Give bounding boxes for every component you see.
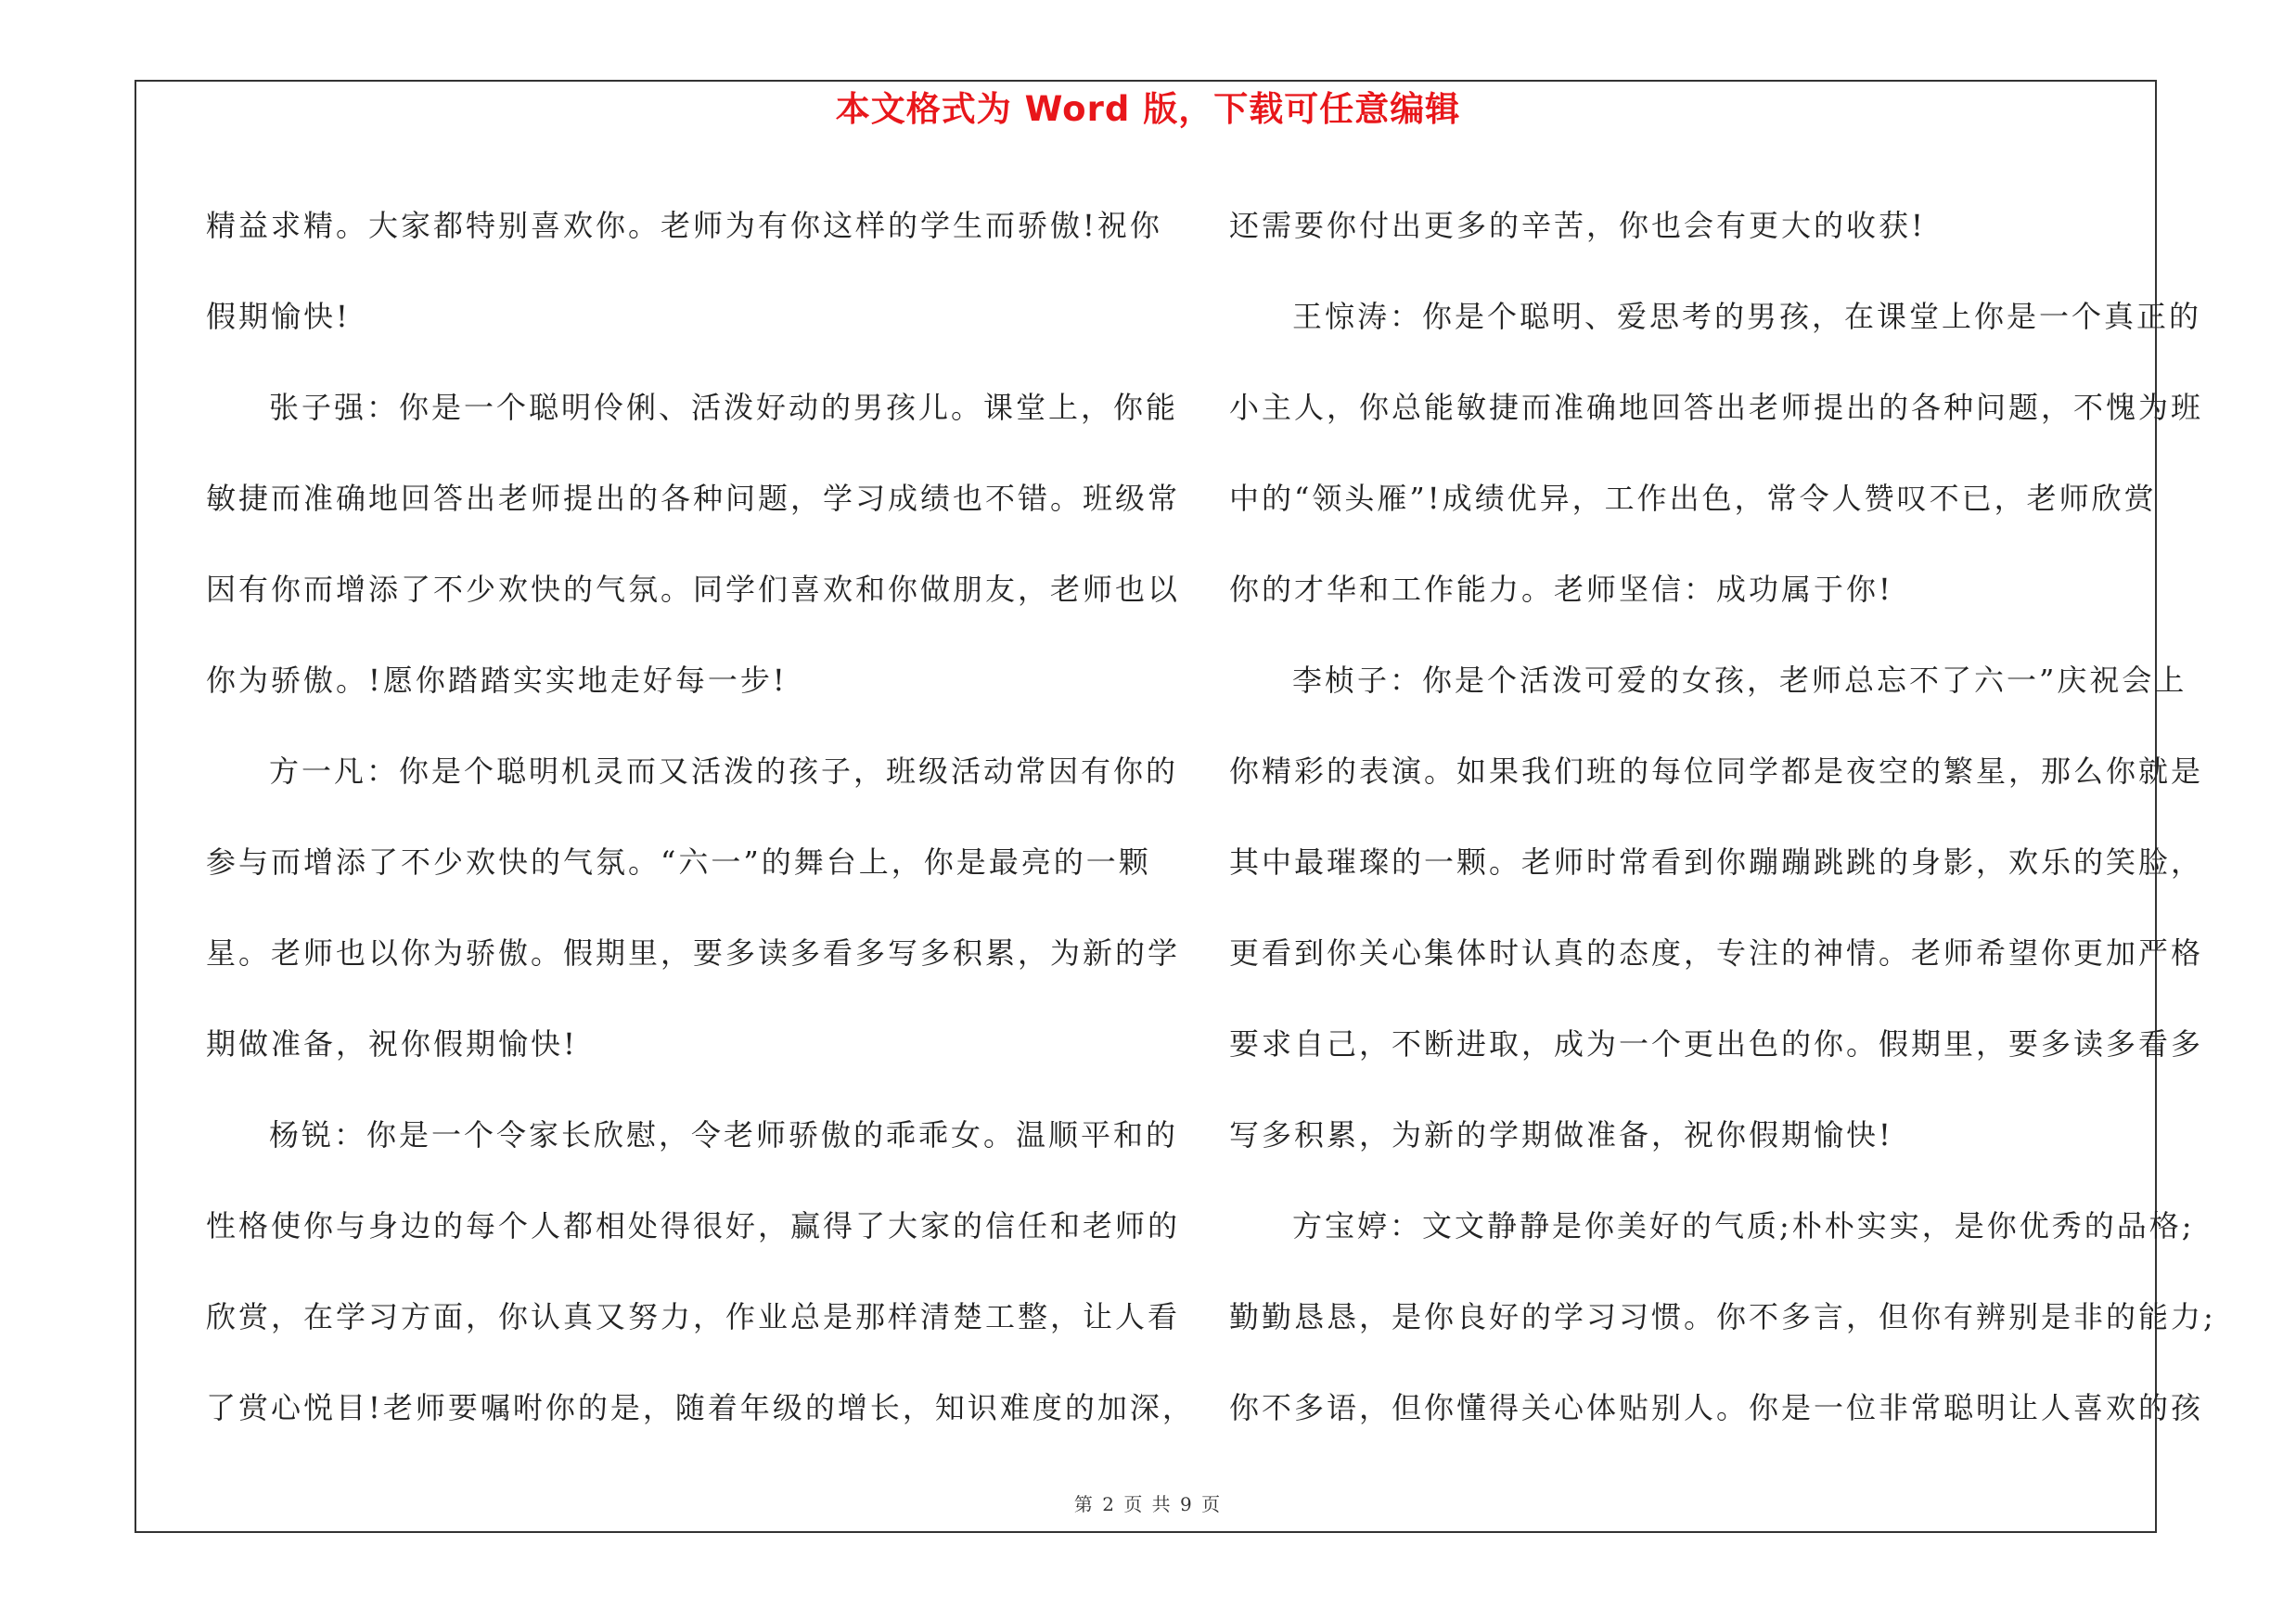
paragraph-line: 因有你而增添了不少欢快的气氛。同学们喜欢和你做朋友，老师也以 bbox=[206, 572, 1181, 607]
page-number-footer: 第 2 页 共 9 页 bbox=[1073, 1493, 1223, 1515]
paragraph-line: 更看到你关心集体时认真的态度，专注的神情。老师希望你更加严格 bbox=[1229, 935, 2204, 971]
right-text-column bbox=[1229, 180, 2216, 1453]
paragraph-line: 参与而增添了不少欢快的气氛。“六一”的舞台上，你是最亮的一颗 bbox=[206, 844, 1151, 880]
paragraph-line: 方宝婷：文文静静是你美好的气质;朴朴实实，是你优秀的品格; bbox=[1292, 1208, 2195, 1243]
paragraph-line: 期做准备，祝你假期愉快! bbox=[206, 1026, 578, 1062]
paragraph-line: 其中最璀璨的一颗。老师时常看到你蹦蹦跳跳的身影，欢乐的笑脸， bbox=[1229, 844, 2204, 880]
paragraph-line: 小主人，你总能敏捷而准确地回答出老师提出的各种问题，不愧为班 bbox=[1229, 390, 2204, 425]
paragraph-line: 杨锐：你是一个令家长欣慰，令老师骄傲的乖乖女。温顺平和的 bbox=[269, 1117, 1179, 1153]
paragraph-line: 假期愉快! bbox=[206, 299, 351, 334]
paragraph-line: 要求自己，不断进取，成为一个更出色的你。假期里，要多读多看多 bbox=[1229, 1026, 2204, 1062]
paragraph-line: 你不多语，但你懂得关心体贴别人。你是一位非常聪明让人喜欢的孩 bbox=[1229, 1390, 2204, 1425]
paragraph-line: 欣赏，在学习方面，你认真又努力，作业总是那样清楚工整，让人看 bbox=[206, 1299, 1181, 1334]
word-format-banner: 本文格式为 Word 版，下载可任意编辑 bbox=[835, 89, 1461, 129]
paragraph-line: 李桢子：你是个活泼可爱的女孩，老师总忘不了六一”庆祝会上 bbox=[1292, 663, 2187, 698]
paragraph-line: 你的才华和工作能力。老师坚信：成功属于你! bbox=[1229, 572, 1893, 607]
paragraph-line: 写多积累，为新的学期做准备，祝你假期愉快! bbox=[1229, 1117, 1893, 1153]
paragraph-line: 了赏心悦目!老师要嘱咐你的是，随着年级的增长，知识难度的加深， bbox=[206, 1390, 1195, 1425]
left-text-column bbox=[206, 180, 1195, 1453]
paragraph-line: 精益求精。大家都特别喜欢你。老师为有你这样的学生而骄傲!祝你 bbox=[206, 208, 1162, 243]
paragraph-line: 方一凡：你是个聪明机灵而又活泼的孩子，班级活动常因有你的 bbox=[269, 754, 1179, 789]
paragraph-line: 中的“领头雁”!成绩优异，工作出色，常令人赞叹不已，老师欣赏 bbox=[1229, 481, 2157, 516]
paragraph-line: 王惊涛：你是个聪明、爱思考的男孩，在课堂上你是一个真正的 bbox=[1292, 299, 2202, 334]
paragraph-line: 敏捷而准确地回答出老师提出的各种问题，学习成绩也不错。班级常 bbox=[206, 481, 1181, 516]
paragraph-line: 勤勤恳恳，是你良好的学习习惯。你不多言，但你有辨别是非的能力; bbox=[1229, 1299, 2216, 1334]
paragraph-line: 星。老师也以你为骄傲。假期里，要多读多看多写多积累，为新的学 bbox=[206, 935, 1181, 971]
paragraph-line: 张子强：你是一个聪明伶俐、活泼好动的男孩儿。课堂上，你能 bbox=[269, 390, 1179, 425]
paragraph-line: 你为骄傲。!愿你踏踏实实地走好每一步! bbox=[206, 663, 788, 698]
paragraph-line: 性格使你与身边的每个人都相处得很好，赢得了大家的信任和老师的 bbox=[206, 1208, 1181, 1243]
paragraph-line: 还需要你付出更多的辛苦，你也会有更大的收获! bbox=[1229, 208, 1926, 243]
paragraph-line: 你精彩的表演。如果我们班的每位同学都是夜空的繁星，那么你就是 bbox=[1229, 754, 2204, 789]
